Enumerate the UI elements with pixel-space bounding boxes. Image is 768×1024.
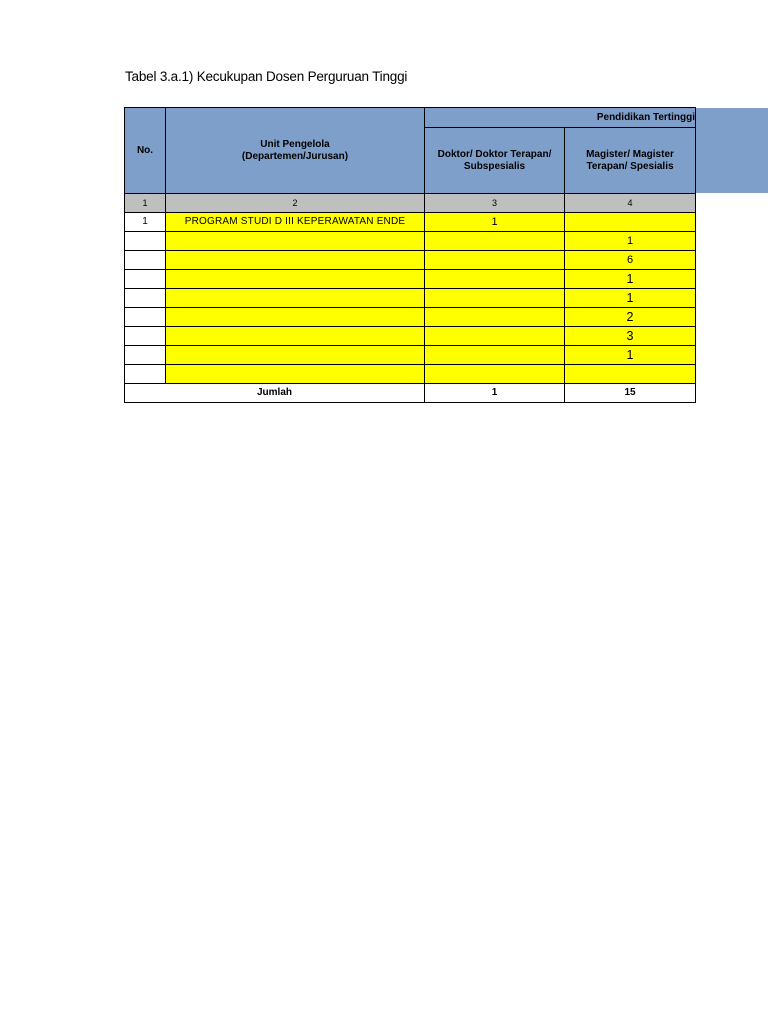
table-row [125, 308, 696, 327]
row-magister-cell[interactable]: 6 [565, 251, 696, 270]
row-no-cell[interactable] [125, 327, 166, 346]
header-unit-line1: Unit Pengelola [260, 138, 330, 150]
row-unit-cell[interactable] [166, 270, 425, 289]
header-unit-line2: (Departemen/Jurusan) [241, 150, 349, 162]
row-magister-cell[interactable]: 3 [565, 327, 696, 346]
header-doktor [425, 128, 565, 194]
row-no-cell[interactable] [125, 232, 166, 251]
row-unit-cell[interactable] [166, 289, 425, 308]
row-no-cell[interactable] [125, 308, 166, 327]
row-doktor-cell[interactable]: 1 [425, 213, 565, 232]
header-fill-block [695, 108, 768, 193]
row-doktor-cell[interactable] [425, 327, 565, 346]
header-doktor-line1: Doktor/ Doktor Terapan/ [437, 148, 552, 160]
row-doktor-cell[interactable] [425, 232, 565, 251]
row-unit-cell[interactable] [166, 365, 425, 384]
lecturer-adequacy-table [124, 107, 696, 403]
row-magister-cell[interactable]: 2 [565, 308, 696, 327]
row-doktor-cell[interactable] [425, 308, 565, 327]
row-unit-cell[interactable]: PROGRAM STUDI D III KEPERAWATAN ENDE [166, 213, 425, 232]
total-magister[interactable]: 15 [565, 384, 696, 403]
row-no-cell[interactable] [125, 346, 166, 365]
header-pendidikan-tertinggi: Pendidikan Tertinggi [425, 108, 696, 128]
table-row [125, 289, 696, 308]
table-row [125, 327, 696, 346]
row-magister-cell[interactable]: 1 [565, 270, 696, 289]
row-no-cell[interactable] [125, 365, 166, 384]
row-no-cell[interactable] [125, 289, 166, 308]
row-doktor-cell[interactable] [425, 346, 565, 365]
table-row [125, 232, 696, 251]
index-cell: 3 [425, 194, 565, 213]
row-magister-cell[interactable] [565, 213, 696, 232]
row-magister-cell[interactable] [565, 365, 696, 384]
row-unit-cell[interactable] [166, 346, 425, 365]
row-no-cell[interactable] [125, 251, 166, 270]
table-row [125, 270, 696, 289]
table-row [125, 365, 696, 384]
table-row [125, 251, 696, 270]
index-cell: 2 [166, 194, 425, 213]
row-doktor-cell[interactable] [425, 270, 565, 289]
row-magister-cell[interactable]: 1 [565, 289, 696, 308]
page-title: Tabel 3.a.1) Kecukupan Dosen Perguruan Tinggi [125, 69, 408, 84]
table-row [125, 213, 696, 232]
row-unit-cell[interactable] [166, 232, 425, 251]
header-no: No. [125, 108, 166, 194]
row-magister-cell[interactable]: 1 [565, 232, 696, 251]
total-row [125, 384, 696, 403]
row-no-cell[interactable] [125, 270, 166, 289]
total-doktor[interactable]: 1 [425, 384, 565, 403]
total-label: Jumlah [125, 384, 425, 403]
index-cell: 4 [565, 194, 696, 213]
header-magister [565, 128, 696, 194]
index-cell: 1 [125, 194, 166, 213]
row-unit-cell[interactable] [166, 251, 425, 270]
header-doktor-line2: Subspesialis [463, 160, 526, 172]
row-magister-cell[interactable]: 1 [565, 346, 696, 365]
row-doktor-cell[interactable] [425, 251, 565, 270]
header-magister-line2: Terapan/ Spesialis [586, 160, 674, 172]
header-unit [166, 108, 425, 194]
header-magister-line1: Magister/ Magister [586, 148, 674, 160]
row-unit-cell[interactable] [166, 308, 425, 327]
row-no-cell[interactable]: 1 [125, 213, 166, 232]
table-row [125, 346, 696, 365]
row-doktor-cell[interactable] [425, 289, 565, 308]
index-row [125, 194, 696, 213]
row-unit-cell[interactable] [166, 327, 425, 346]
row-doktor-cell[interactable] [425, 365, 565, 384]
